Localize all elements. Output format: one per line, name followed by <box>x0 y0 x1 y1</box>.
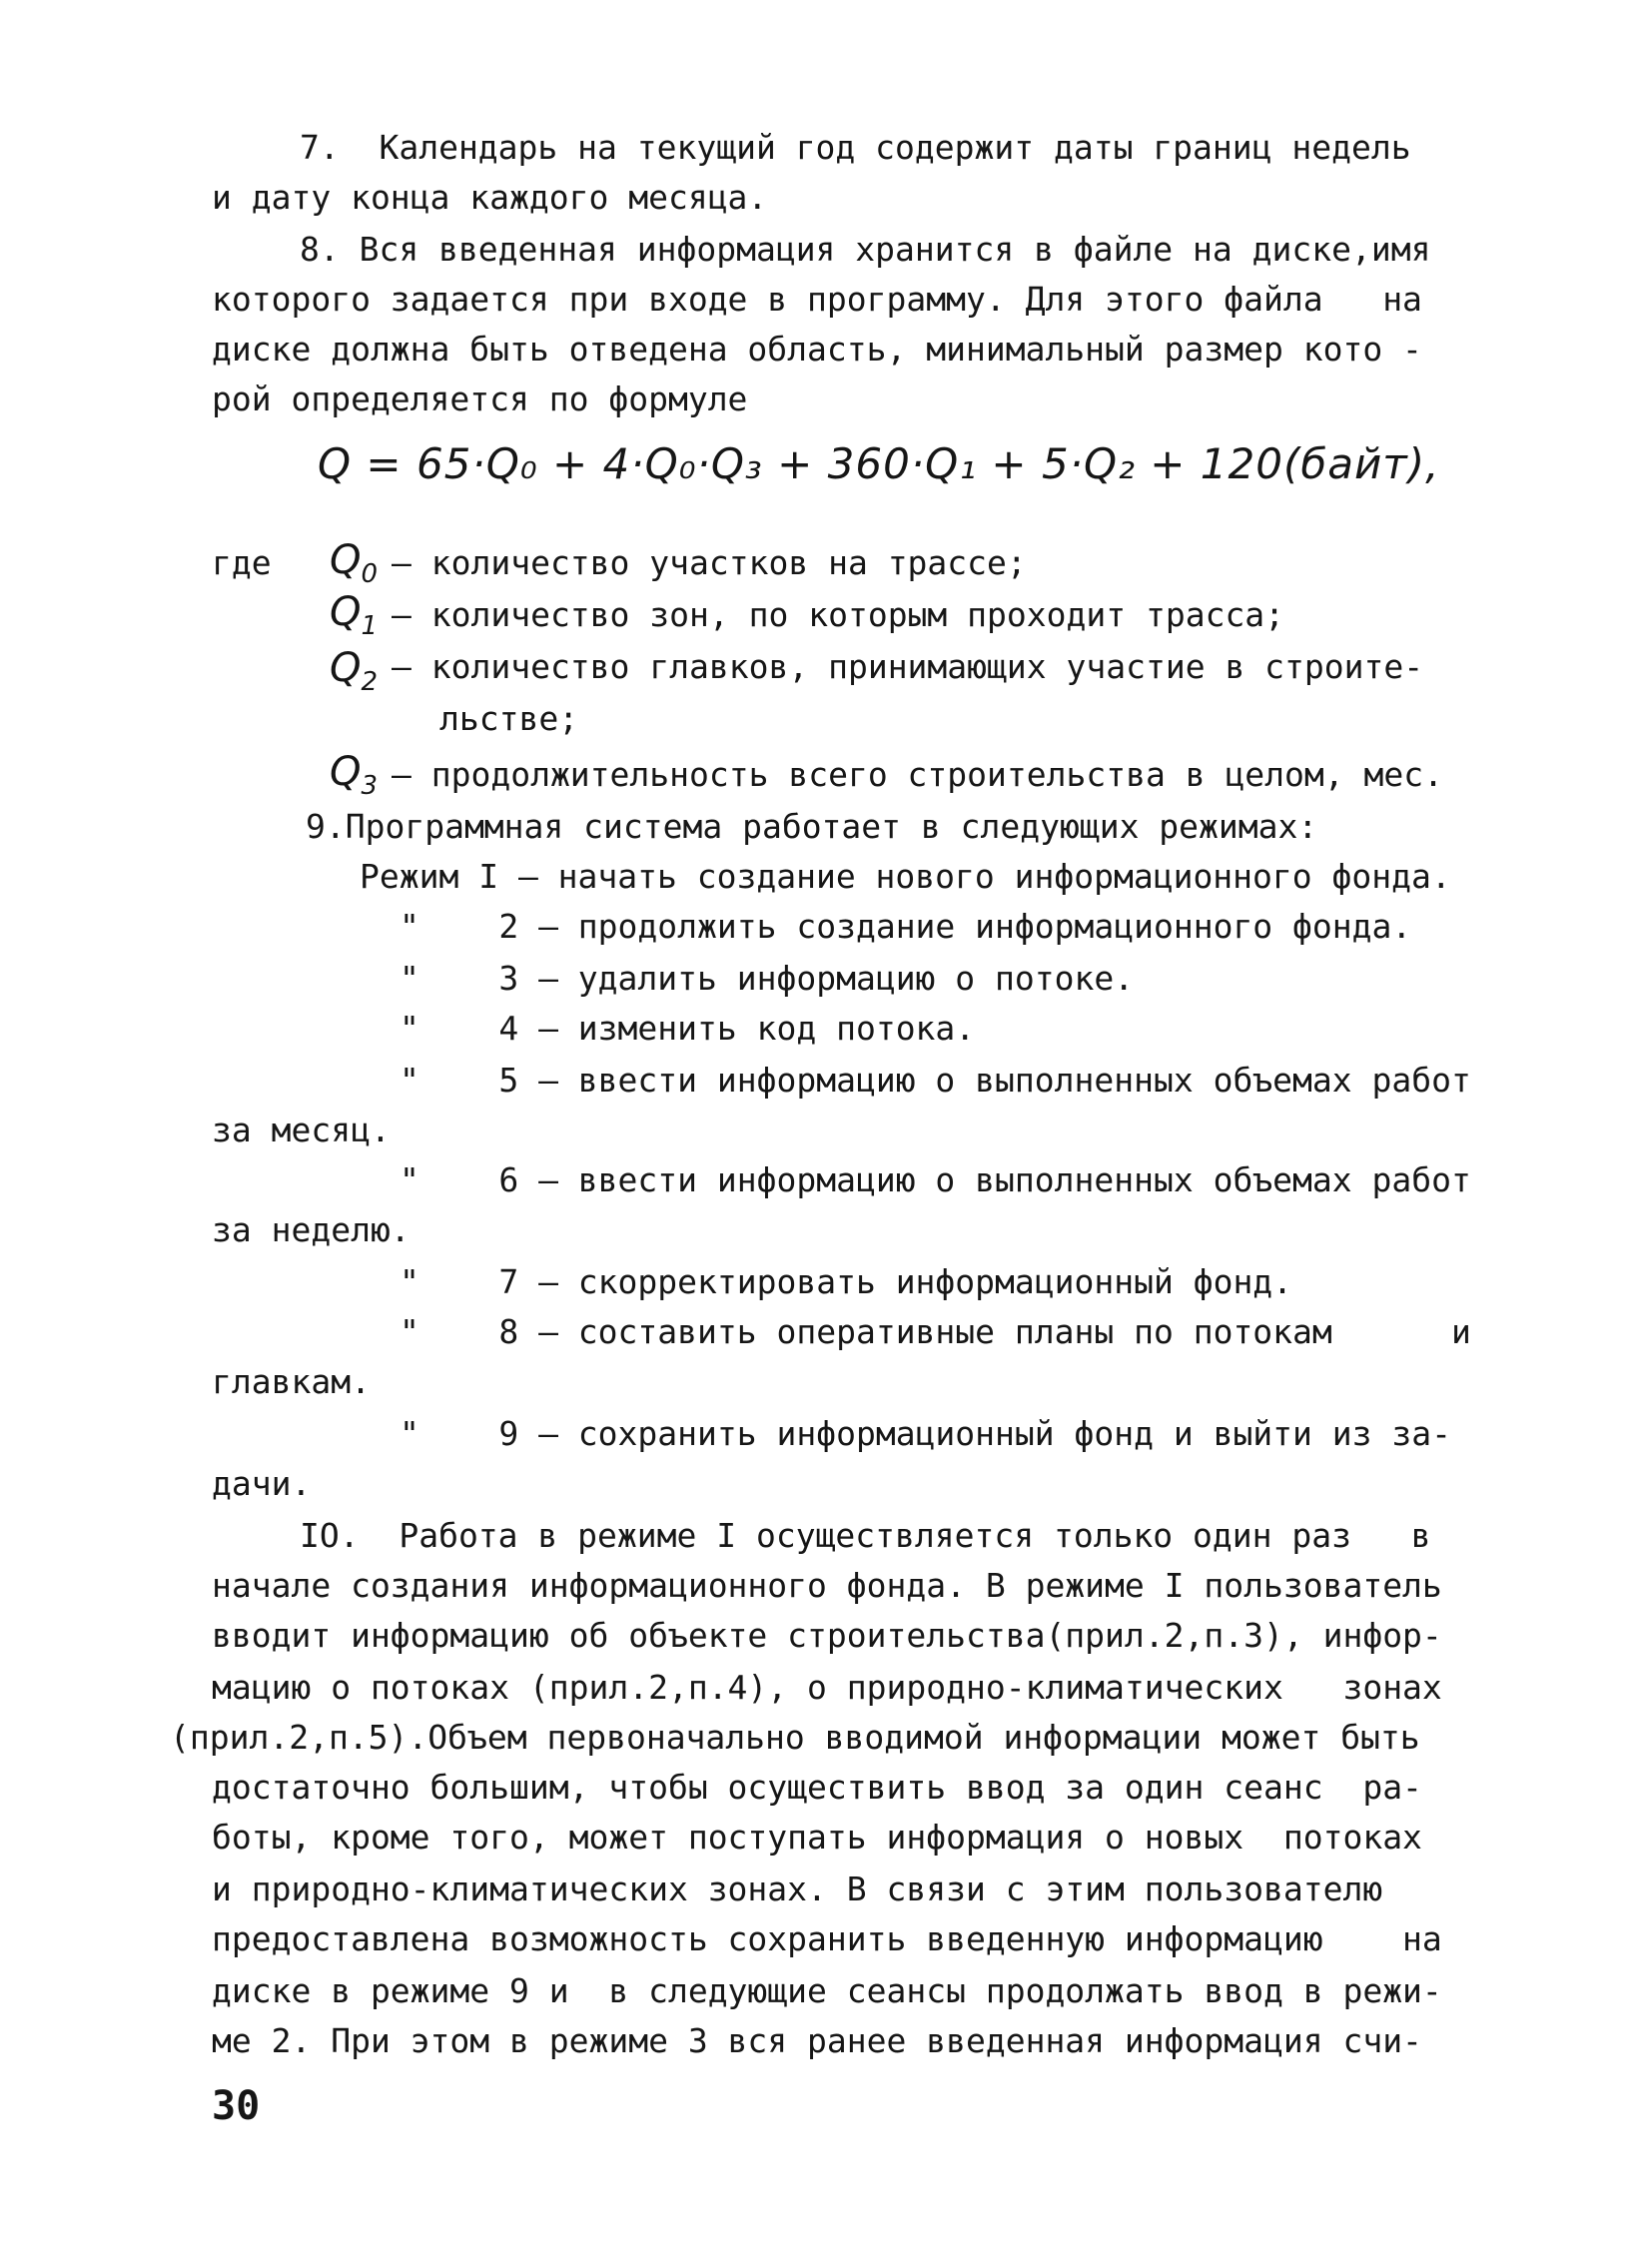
text-line: мацию о потоках (прил.2,п.4), о природно-климатических зонах <box>212 1668 1442 1707</box>
text-line: главкам. <box>212 1362 371 1401</box>
var-q2: $Q_2$ <box>330 645 379 697</box>
text-line: 8. Вся введенная информация хранится в файле на диске,имя <box>300 230 1431 269</box>
text-line: которого задается при входе в программу. Для этого файла на <box>212 280 1422 319</box>
text-line: " 4 – изменить код потока. <box>400 1009 976 1048</box>
text-line: достаточно большим, чтобы осуществить ввод за один сеанс ра- <box>212 1768 1422 1807</box>
page-number: 30 <box>212 2083 261 2129</box>
text-line: " 2 – продолжить создание информационного фонда. <box>400 907 1412 946</box>
text-line: " 7 – скорректировать информационный фонд. <box>400 1262 1293 1301</box>
text-line: за неделю. <box>212 1210 411 1249</box>
text-line: диске в режиме 9 и в следующие сеансы продолжать ввод в режи- <box>212 1971 1442 2010</box>
text-line: – продолжительность всего строительства в целом, мес. <box>392 755 1443 794</box>
text-line: (прил.2,п.5).Объем первоначально вводимой информации может быть <box>170 1718 1420 1757</box>
text-line: начале создания информационного фонда. В режиме I пользователь <box>212 1566 1442 1605</box>
text-line: " 3 – удалить информацию о потоке. <box>400 959 1135 998</box>
where-label: где <box>212 543 272 582</box>
text-line: " 9 – сохранить информационный фонд и выйти из за- <box>400 1414 1451 1453</box>
text-line: " 6 – ввести информацию о выполненных объемах работ <box>400 1160 1471 1199</box>
text-line: диске должна быть отведена область, минимальный размер кото - <box>212 330 1422 369</box>
text-line: рой определяется по формуле <box>212 379 748 418</box>
text-line: – количество главков, принимающих участие в строите- <box>392 647 1424 686</box>
text-line: – количество участков на трассе; <box>392 543 1027 582</box>
text-line: ме 2. При этом в режиме 3 вся ранее введенная информация счи- <box>212 2021 1422 2060</box>
text-line: Режим I – начать создание нового информационного фонда. <box>360 857 1451 896</box>
var-q3: $Q_3$ <box>330 749 379 801</box>
text-line: льстве; <box>439 699 579 738</box>
var-q0: $Q_0$ <box>330 537 379 589</box>
text-line: и природно-климатических зонах. В связи с этим пользователю <box>212 1869 1383 1908</box>
text-line: боты, кроме того, может поступать информация о новых потоках <box>212 1818 1422 1857</box>
text-line: дачи. <box>212 1464 312 1503</box>
text-line: " 5 – ввести информацию о выполненных объемах работ <box>400 1061 1471 1100</box>
text-line: за месяц. <box>212 1111 391 1149</box>
text-line: и дату конца каждого месяца. <box>212 178 768 217</box>
text-line: IO. Работа в режиме I осуществляется только один раз в <box>300 1516 1431 1555</box>
text-line: 9.Программная система работает в следующих режимах: <box>306 807 1318 846</box>
text-line: предоставлена возможность сохранить введенную информацию на <box>212 1919 1442 1958</box>
var-q1: $Q_1$ <box>330 589 379 641</box>
storage-formula: Q = 65·Q₀ + 4·Q₀·Q₃ + 360·Q₁ + 5·Q₂ + 120(байт), <box>318 439 1440 488</box>
text-line: вводит информацию об объекте строительства(прил.2,п.3), инфор- <box>212 1616 1442 1655</box>
text-line: 7. Календарь на текущий год содержит даты границ недель <box>300 128 1411 167</box>
text-line: " 8 – составить оперативные планы по потокам и <box>400 1312 1471 1351</box>
text-line: – количество зон, по которым проходит трасса; <box>392 595 1285 634</box>
